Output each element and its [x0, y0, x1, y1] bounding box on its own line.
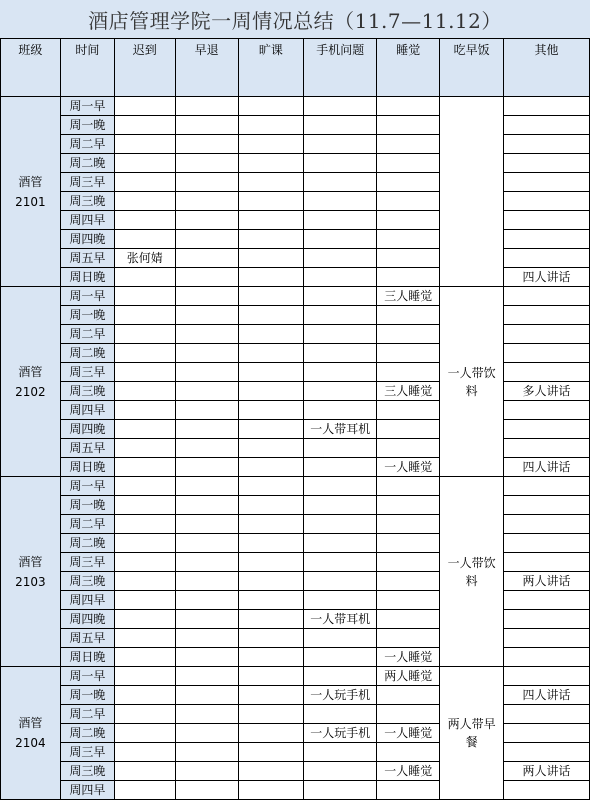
late-cell [114, 515, 175, 534]
late-cell [114, 610, 175, 629]
late-cell: 张何婧 [114, 249, 175, 268]
late-cell [114, 781, 175, 800]
table-row [1, 667, 590, 686]
sleep-cell [377, 192, 440, 211]
class-name: 酒管 [18, 716, 43, 730]
late-cell [114, 154, 175, 173]
phone-cell: 一人带耳机 [304, 420, 377, 439]
sleep-cell [377, 705, 440, 724]
class-cell [1, 97, 61, 287]
phone-cell [304, 97, 377, 116]
early-leave-cell [175, 629, 238, 648]
phone-cell [304, 268, 377, 287]
phone-cell [304, 154, 377, 173]
early-leave-cell [175, 382, 238, 401]
early-leave-cell [175, 306, 238, 325]
late-cell [114, 477, 175, 496]
early-leave-cell [175, 572, 238, 591]
sleep-cell [377, 363, 440, 382]
table-body [1, 97, 590, 800]
absent-cell [238, 401, 304, 420]
absent-cell [238, 268, 304, 287]
late-cell [114, 230, 175, 249]
other-cell: 四人讲话 [504, 268, 590, 287]
other-cell [504, 439, 590, 458]
other-cell [504, 629, 590, 648]
time-cell: 周五早 [60, 249, 114, 268]
late-cell [114, 458, 175, 477]
breakfast-cell [440, 667, 504, 800]
other-cell: 两人讲话 [504, 572, 590, 591]
other-cell [504, 667, 590, 686]
phone-cell [304, 363, 377, 382]
time-cell: 周二早 [60, 325, 114, 344]
other-cell [504, 116, 590, 135]
sleep-cell [377, 572, 440, 591]
sleep-cell [377, 610, 440, 629]
absent-cell [238, 743, 304, 762]
absent-cell [238, 515, 304, 534]
time-cell: 周三早 [60, 743, 114, 762]
breakfast-note-cont: 餐 [465, 735, 478, 749]
sleep-cell [377, 268, 440, 287]
other-cell [504, 97, 590, 116]
late-cell [114, 591, 175, 610]
time-cell: 周四晚 [60, 230, 114, 249]
late-cell [114, 306, 175, 325]
absent-cell [238, 534, 304, 553]
phone-cell [304, 743, 377, 762]
sleep-cell [377, 401, 440, 420]
early-leave-cell [175, 667, 238, 686]
late-cell [114, 553, 175, 572]
absent-cell [238, 724, 304, 743]
early-leave-cell [175, 762, 238, 781]
phone-cell [304, 705, 377, 724]
breakfast-cell [440, 287, 504, 477]
absent-cell [238, 629, 304, 648]
early-leave-cell [175, 249, 238, 268]
late-cell [114, 667, 175, 686]
header-absent: 旷课 [238, 39, 304, 97]
time-cell: 周一晚 [60, 496, 114, 515]
other-cell [504, 344, 590, 363]
other-cell [504, 325, 590, 344]
absent-cell [238, 211, 304, 230]
breakfast-cell [440, 477, 504, 667]
phone-cell [304, 192, 377, 211]
phone-cell [304, 325, 377, 344]
phone-cell [304, 477, 377, 496]
early-leave-cell [175, 230, 238, 249]
time-cell: 周二早 [60, 515, 114, 534]
time-cell: 周三早 [60, 363, 114, 382]
phone-cell [304, 306, 377, 325]
class-number: 2104 [15, 736, 46, 750]
breakfast-note-cont: 料 [465, 573, 478, 588]
early-leave-cell [175, 173, 238, 192]
time-cell: 周四晚 [60, 420, 114, 439]
late-cell [114, 382, 175, 401]
header-phone: 手机问题 [304, 39, 377, 97]
late-cell [114, 439, 175, 458]
phone-cell: 一人玩手机 [304, 724, 377, 743]
early-leave-cell [175, 458, 238, 477]
breakfast-note: 一人带饮 [447, 555, 496, 570]
early-leave-cell [175, 268, 238, 287]
other-cell [504, 648, 590, 667]
phone-cell [304, 781, 377, 800]
other-cell [504, 211, 590, 230]
other-cell [504, 515, 590, 534]
sleep-cell [377, 534, 440, 553]
time-cell: 周四早 [60, 211, 114, 230]
other-cell [504, 249, 590, 268]
absent-cell [238, 192, 304, 211]
sleep-cell [377, 439, 440, 458]
time-cell: 周五早 [60, 629, 114, 648]
time-cell: 周四晚 [60, 610, 114, 629]
other-cell: 两人讲话 [504, 762, 590, 781]
phone-cell [304, 230, 377, 249]
breakfast-note-cont: 料 [465, 383, 478, 398]
phone-cell [304, 496, 377, 515]
sleep-cell [377, 781, 440, 800]
phone-cell [304, 439, 377, 458]
absent-cell [238, 116, 304, 135]
sleep-cell [377, 325, 440, 344]
phone-cell [304, 211, 377, 230]
early-leave-cell [175, 534, 238, 553]
other-cell [504, 230, 590, 249]
other-cell [504, 401, 590, 420]
absent-cell [238, 439, 304, 458]
early-leave-cell [175, 477, 238, 496]
other-cell [504, 477, 590, 496]
sleep-cell [377, 97, 440, 116]
time-cell: 周四早 [60, 781, 114, 800]
sleep-cell [377, 477, 440, 496]
class-name: 酒管 [18, 554, 43, 569]
phone-cell [304, 401, 377, 420]
other-cell [504, 173, 590, 192]
class-name: 酒管 [18, 174, 43, 189]
sleep-cell [377, 135, 440, 154]
early-leave-cell [175, 420, 238, 439]
absent-cell [238, 496, 304, 515]
other-cell [504, 553, 590, 572]
sleep-cell [377, 306, 440, 325]
table-row [1, 287, 590, 306]
header-late: 迟到 [114, 39, 175, 97]
other-cell [504, 363, 590, 382]
other-cell: 多人讲话 [504, 382, 590, 401]
late-cell [114, 135, 175, 154]
sleep-cell: 一人睡觉 [377, 458, 440, 477]
other-cell [504, 496, 590, 515]
other-cell [504, 610, 590, 629]
early-leave-cell [175, 496, 238, 515]
absent-cell [238, 553, 304, 572]
late-cell [114, 344, 175, 363]
late-cell [114, 211, 175, 230]
late-cell [114, 724, 175, 743]
time-cell: 周一早 [60, 667, 114, 686]
phone-cell: 一人带耳机 [304, 610, 377, 629]
class-number: 2102 [15, 384, 46, 399]
early-leave-cell [175, 97, 238, 116]
absent-cell [238, 420, 304, 439]
phone-cell [304, 762, 377, 781]
early-leave-cell [175, 781, 238, 800]
class-number: 2103 [15, 574, 46, 589]
absent-cell [238, 705, 304, 724]
other-cell [504, 420, 590, 439]
absent-cell [238, 97, 304, 116]
sleep-cell [377, 743, 440, 762]
absent-cell [238, 230, 304, 249]
absent-cell [238, 249, 304, 268]
absent-cell [238, 458, 304, 477]
time-cell: 周三晚 [60, 572, 114, 591]
late-cell [114, 572, 175, 591]
time-cell: 周三晚 [60, 762, 114, 781]
time-cell: 周四早 [60, 591, 114, 610]
phone-cell [304, 458, 377, 477]
time-cell: 周日晚 [60, 268, 114, 287]
absent-cell [238, 135, 304, 154]
sleep-cell [377, 249, 440, 268]
early-leave-cell [175, 553, 238, 572]
time-cell: 周一早 [60, 97, 114, 116]
sleep-cell: 三人睡觉 [377, 382, 440, 401]
absent-cell [238, 610, 304, 629]
sleep-cell [377, 211, 440, 230]
sleep-cell: 一人睡觉 [377, 762, 440, 781]
other-cell: 四人讲话 [504, 686, 590, 705]
early-leave-cell [175, 325, 238, 344]
sleep-cell: 两人睡觉 [377, 667, 440, 686]
absent-cell [238, 154, 304, 173]
phone-cell [304, 648, 377, 667]
time-cell: 周一晚 [60, 306, 114, 325]
phone-cell [304, 344, 377, 363]
class-cell [1, 667, 61, 800]
late-cell [114, 192, 175, 211]
time-cell: 周二晚 [60, 724, 114, 743]
class-number: 2101 [15, 194, 46, 209]
sleep-cell [377, 154, 440, 173]
early-leave-cell [175, 344, 238, 363]
time-cell: 周二晚 [60, 534, 114, 553]
table-row [1, 97, 590, 116]
header-early-leave: 早退 [175, 39, 238, 97]
sleep-cell [377, 420, 440, 439]
late-cell [114, 401, 175, 420]
early-leave-cell [175, 686, 238, 705]
late-cell [114, 268, 175, 287]
early-leave-cell [175, 287, 238, 306]
absent-cell [238, 173, 304, 192]
early-leave-cell [175, 610, 238, 629]
absent-cell [238, 344, 304, 363]
early-leave-cell [175, 211, 238, 230]
early-leave-cell [175, 724, 238, 743]
late-cell [114, 705, 175, 724]
sheet-title: 酒店管理学院一周情况总结（11.7—11.12） [0, 0, 590, 39]
early-leave-cell [175, 363, 238, 382]
sleep-cell [377, 515, 440, 534]
time-cell: 周日晚 [60, 458, 114, 477]
breakfast-cell [440, 97, 504, 287]
header-sleep: 睡觉 [377, 39, 440, 97]
phone-cell [304, 553, 377, 572]
time-cell: 周一早 [60, 477, 114, 496]
late-cell [114, 629, 175, 648]
phone-cell: 一人玩手机 [304, 686, 377, 705]
header-time: 时间 [60, 39, 114, 97]
other-cell [504, 705, 590, 724]
header-other: 其他 [504, 39, 590, 97]
late-cell [114, 420, 175, 439]
breakfast-note: 一人带饮 [447, 365, 496, 380]
other-cell [504, 154, 590, 173]
early-leave-cell [175, 116, 238, 135]
late-cell [114, 534, 175, 553]
time-cell: 周三早 [60, 173, 114, 192]
late-cell [114, 173, 175, 192]
time-cell: 周四早 [60, 401, 114, 420]
absent-cell [238, 648, 304, 667]
time-cell: 周三晚 [60, 192, 114, 211]
phone-cell [304, 116, 377, 135]
phone-cell [304, 382, 377, 401]
late-cell [114, 743, 175, 762]
other-cell [504, 591, 590, 610]
sleep-cell: 一人睡觉 [377, 724, 440, 743]
absent-cell [238, 477, 304, 496]
sleep-cell [377, 230, 440, 249]
phone-cell [304, 667, 377, 686]
phone-cell [304, 534, 377, 553]
time-cell: 周一晚 [60, 116, 114, 135]
late-cell [114, 363, 175, 382]
time-cell: 周三晚 [60, 382, 114, 401]
time-cell: 周三早 [60, 553, 114, 572]
header-breakfast: 吃早饭 [440, 39, 504, 97]
phone-cell [304, 287, 377, 306]
absent-cell [238, 667, 304, 686]
early-leave-cell [175, 192, 238, 211]
other-cell [504, 287, 590, 306]
sleep-cell [377, 686, 440, 705]
absent-cell [238, 325, 304, 344]
other-cell [504, 743, 590, 762]
sleep-cell: 一人睡觉 [377, 648, 440, 667]
absent-cell [238, 762, 304, 781]
late-cell [114, 686, 175, 705]
sleep-cell [377, 116, 440, 135]
sleep-cell: 三人睡觉 [377, 287, 440, 306]
early-leave-cell [175, 135, 238, 154]
absent-cell [238, 306, 304, 325]
sleep-cell [377, 629, 440, 648]
sleep-cell [377, 173, 440, 192]
absent-cell [238, 363, 304, 382]
time-cell: 周一早 [60, 287, 114, 306]
other-cell [504, 781, 590, 800]
phone-cell [304, 515, 377, 534]
early-leave-cell [175, 743, 238, 762]
other-cell [504, 534, 590, 553]
other-cell [504, 135, 590, 154]
class-cell [1, 477, 61, 667]
early-leave-cell [175, 648, 238, 667]
time-cell: 周日晚 [60, 648, 114, 667]
absent-cell [238, 591, 304, 610]
absent-cell [238, 572, 304, 591]
time-cell: 周一晚 [60, 686, 114, 705]
late-cell [114, 116, 175, 135]
sleep-cell [377, 553, 440, 572]
late-cell [114, 648, 175, 667]
early-leave-cell [175, 515, 238, 534]
breakfast-note: 两人带早 [447, 717, 496, 731]
late-cell [114, 762, 175, 781]
other-cell: 四人讲话 [504, 458, 590, 477]
other-cell [504, 306, 590, 325]
other-cell [504, 724, 590, 743]
early-leave-cell [175, 591, 238, 610]
absent-cell [238, 287, 304, 306]
table-row [1, 477, 590, 496]
absent-cell [238, 382, 304, 401]
phone-cell [304, 591, 377, 610]
time-cell: 周二早 [60, 705, 114, 724]
summary-table [0, 38, 590, 800]
early-leave-cell [175, 401, 238, 420]
other-cell [504, 192, 590, 211]
early-leave-cell [175, 154, 238, 173]
phone-cell [304, 249, 377, 268]
class-cell [1, 287, 61, 477]
phone-cell [304, 173, 377, 192]
early-leave-cell [175, 705, 238, 724]
class-name: 酒管 [18, 364, 43, 379]
phone-cell [304, 135, 377, 154]
sleep-cell [377, 591, 440, 610]
time-cell: 周二晚 [60, 154, 114, 173]
phone-cell [304, 572, 377, 591]
late-cell [114, 97, 175, 116]
header-row [1, 39, 590, 97]
sleep-cell [377, 344, 440, 363]
phone-cell [304, 629, 377, 648]
time-cell: 周二晚 [60, 344, 114, 363]
late-cell [114, 496, 175, 515]
early-leave-cell [175, 439, 238, 458]
time-cell: 周二早 [60, 135, 114, 154]
header-class: 班级 [1, 39, 61, 97]
absent-cell [238, 781, 304, 800]
sleep-cell [377, 496, 440, 515]
late-cell [114, 287, 175, 306]
absent-cell [238, 686, 304, 705]
late-cell [114, 325, 175, 344]
time-cell: 周五早 [60, 439, 114, 458]
